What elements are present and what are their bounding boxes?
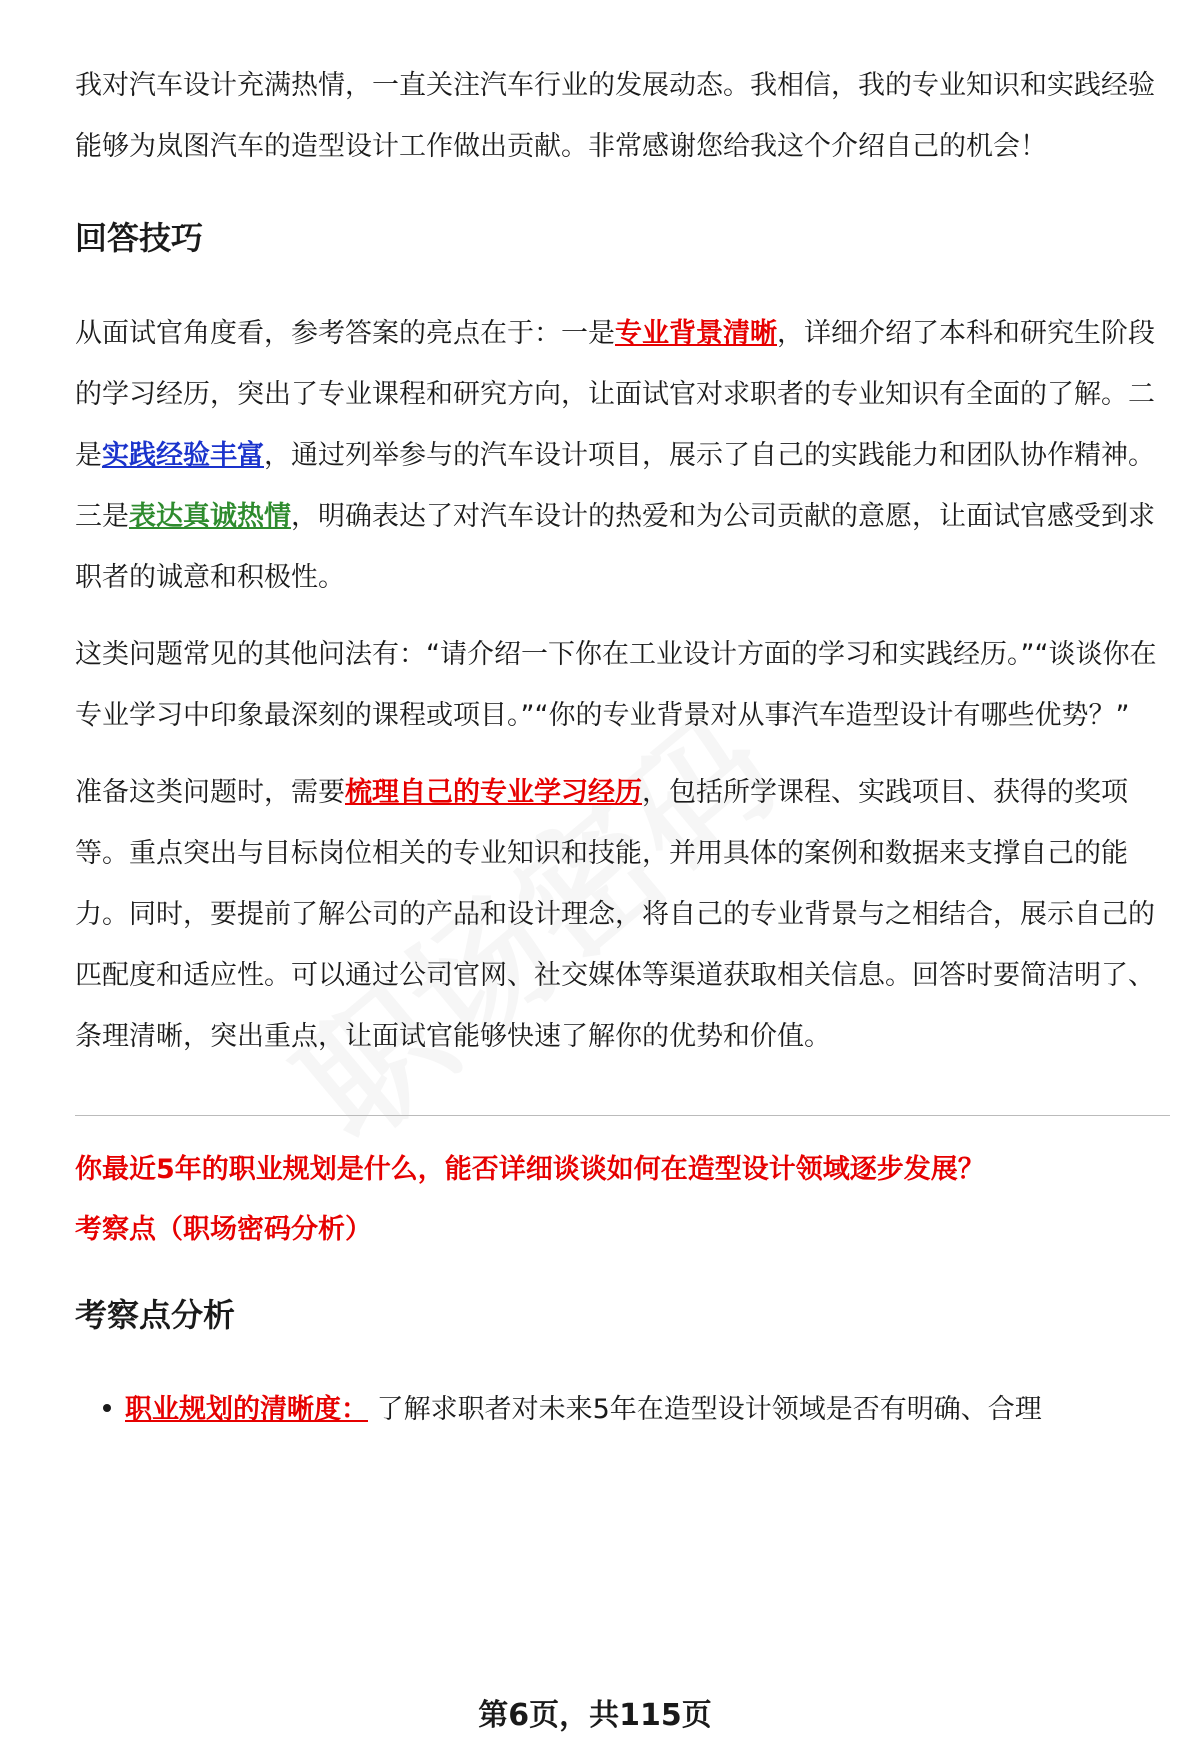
tips-paragraph-1 (75, 303, 1170, 608)
section-divider (75, 1115, 1170, 1116)
tips-p1-text-d: ，明确表达了对汽车设计的热爱和为公司贡献的意愿，让面试官感受到求职者的诚意和积极性。 (75, 501, 1155, 593)
page-number: 第6页，共115页 (478, 1698, 712, 1733)
highlight-study-experience: 梳理自己的专业学习经历 (345, 777, 642, 808)
analysis-bullet (75, 1380, 1170, 1440)
document-page (75, 55, 1170, 1440)
intro-paragraph: 我对汽车设计充满热情，一直关注汽车行业的发展动态。我相信，我的专业知识和实践经验能够为岚图汽车的造型设计工作做出贡献。非常感谢您给我这个介绍自己的机会！ (75, 70, 1155, 162)
analysis-bullet-label: 职业规划的清晰度： (125, 1394, 368, 1425)
tips-p1-text-a: 从面试官角度看，参考答案的亮点在于：一是 (75, 318, 615, 349)
next-question-title: 你最近5年的职业规划是什么，能否详细谈谈如何在造型设计领域逐步发展？ (75, 1154, 985, 1185)
analysis-heading: 考察点分析 (75, 1296, 236, 1334)
tips-p1-text-b: ，详细介绍了本科和研究生阶段的学习经历，突出了专业课程和研究方向，让面试官对求职者的专业知识有全面的了解。二是 (75, 318, 1155, 471)
tips-p3-text-b: ，包括所学课程、实践项目、获得的奖项等。重点突出与目标岗位相关的专业知识和技能，并用具体的案例和数据来支撑自己的能力。同时，要提前了解公司的产品和设计理念，将自己的专业背景与之相结合，展示自己的匹配度和适应性。可以通过公司官网、社交媒体等渠道获取相关信息。回答时要简洁明了、条理清晰，突出重点，让面试官能够快速了解你的优势和价值。 (75, 777, 1155, 1052)
analysis-bullet-content (125, 1380, 1042, 1440)
next-question-subtitle: 考察点（职场密码分析） (75, 1214, 372, 1245)
tips-p1-text-c: ，通过列举参与的汽车设计项目，展示了自己的实践能力和团队协作精神。三是 (75, 440, 1155, 532)
tips-paragraph-3 (75, 762, 1170, 1067)
highlight-professional-background: 专业背景清晰 (615, 318, 777, 349)
tips-p3-text-a: 准备这类问题时，需要 (75, 777, 345, 808)
tips-paragraph-2: 这类问题常见的其他问法有：“请介绍一下你在工业设计方面的学习和实践经历。”“谈谈你在专业学习中印象最深刻的课程或项目。”“你的专业背景对从事汽车造型设计有哪些优势？” (75, 639, 1157, 731)
analysis-bullet-text: 了解求职者对未来5年在造型设计领域是否有明确、合理 (368, 1394, 1042, 1425)
highlight-practical-experience: 实践经验丰富 (102, 440, 264, 471)
bullet-dot-icon (103, 1404, 111, 1412)
tips-heading: 回答技巧 (75, 219, 204, 257)
highlight-sincere-passion: 表达真诚热情 (129, 501, 291, 532)
